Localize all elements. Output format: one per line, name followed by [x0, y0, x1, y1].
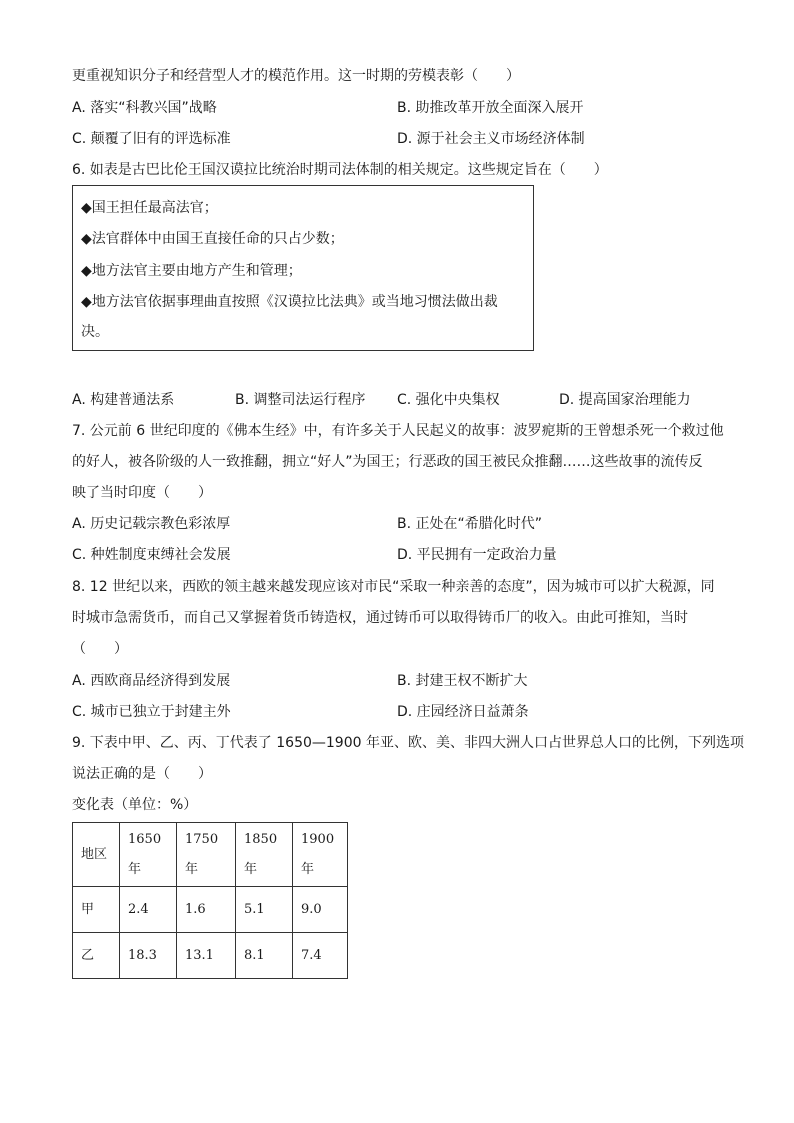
q7-stem-line: 映了当时印度（ ） [72, 485, 212, 501]
q5-option-d[interactable]: D. 源于社会主义市场经济体制 [397, 131, 585, 147]
q5-stem: 更重视知识分子和经营型人才的模范作用。这一时期的劳模表彰（ ） [72, 68, 520, 84]
q6-option-b[interactable]: B. 调整司法运行程序 [235, 392, 366, 408]
table-cell: 5.1 [236, 887, 293, 933]
table-header-year: 1650 年 [120, 823, 177, 887]
q5-option-b[interactable]: B. 助推改革开放全面深入展开 [397, 100, 584, 116]
q6-box-line: ◆地方法官依据事理曲直按照《汉谟拉比法典》或当地习惯法做出裁 [81, 294, 498, 310]
table-cell: 9.0 [293, 887, 348, 933]
q6-option-a[interactable]: A. 构建普通法系 [72, 392, 175, 408]
q5-option-c[interactable]: C. 颠覆了旧有的评选标准 [72, 131, 231, 147]
q7-stem-line: 7. 公元前 6 世纪印度的《佛本生经》中，有许多关于人民起义的故事：波罗痆斯的王曾想杀死一个救过他 [72, 423, 724, 439]
q8-stem-line: （ ） [72, 641, 128, 657]
q8-option-a[interactable]: A. 西欧商品经济得到发展 [72, 673, 231, 689]
q6-option-d[interactable]: D. 提高国家治理能力 [559, 392, 691, 408]
table-cell-region: 乙 [73, 933, 120, 979]
q8-stem-line: 8. 12 世纪以来，西欧的领主越来越发现应该对市民“采取一种亲善的态度”，因为城市可以扩大税源，同 [72, 579, 715, 595]
table-cell: 13.1 [177, 933, 236, 979]
table-row [73, 887, 348, 933]
table-header-year: 1750 年 [177, 823, 236, 887]
q5-option-a[interactable]: A. 落实“科教兴国”战略 [72, 100, 217, 116]
q8-stem-line: 时城市急需货币，而自己又掌握着货币铸造权，通过铸币可以取得铸币厂的收入。由此可推知，当时 [72, 610, 688, 626]
q7-option-a[interactable]: A. 历史记载宗教色彩浓厚 [72, 516, 231, 532]
table-cell: 2.4 [120, 887, 177, 933]
q7-option-c[interactable]: C. 种姓制度束缚社会发展 [72, 547, 231, 563]
q6-source-box [72, 185, 534, 351]
q7-option-d[interactable]: D. 平民拥有一定政治力量 [397, 547, 557, 563]
table-cell: 8.1 [236, 933, 293, 979]
q9-stem-line: 说法正确的是（ ） [72, 766, 212, 782]
q9-stem-line: 9. 下表中甲、乙、丙、丁代表了 1650—1900 年亚、欧、美、非四大洲人口占世界总人口的比例，下列选项 [72, 735, 744, 751]
q6-box-line: ◆法官群体中由国王直接任命的只占少数； [81, 231, 344, 247]
population-table [72, 822, 348, 979]
table-cell-region: 甲 [73, 887, 120, 933]
q6-option-c[interactable]: C. 强化中央集权 [397, 392, 500, 408]
table-header-region: 地区 [73, 823, 120, 887]
q6-stem: 6. 如表是古巴比伦王国汉谟拉比统治时期司法体制的相关规定。这些规定旨在（ ） [72, 162, 608, 178]
q8-option-d[interactable]: D. 庄园经济日益萧条 [397, 704, 529, 720]
table-header-year: 1900 年 [293, 823, 348, 887]
table-cell: 7.4 [293, 933, 348, 979]
q6-box-line: ◆国王担任最高法官； [81, 200, 218, 216]
q7-stem-line: 的好人，被各阶级的人一致推翻，拥立“好人”为国王；行恶政的国王被民众推翻……这些故事的流传反 [72, 454, 703, 470]
q7-option-b[interactable]: B. 正处在“希腊化时代” [397, 516, 543, 532]
table-row [73, 933, 348, 979]
q8-option-b[interactable]: B. 封建王权不断扩大 [397, 673, 528, 689]
table-cell: 1.6 [177, 887, 236, 933]
table-cell: 18.3 [120, 933, 177, 979]
q6-box-line: 决。 [81, 324, 109, 340]
table-header-year: 1850 年 [236, 823, 293, 887]
q8-option-c[interactable]: C. 城市已独立于封建主外 [72, 704, 231, 720]
q6-box-line: ◆地方法官主要由地方产生和管理； [81, 263, 302, 279]
table-header-row [73, 823, 348, 887]
q9-table-caption: 变化表（单位：%） [72, 797, 198, 813]
